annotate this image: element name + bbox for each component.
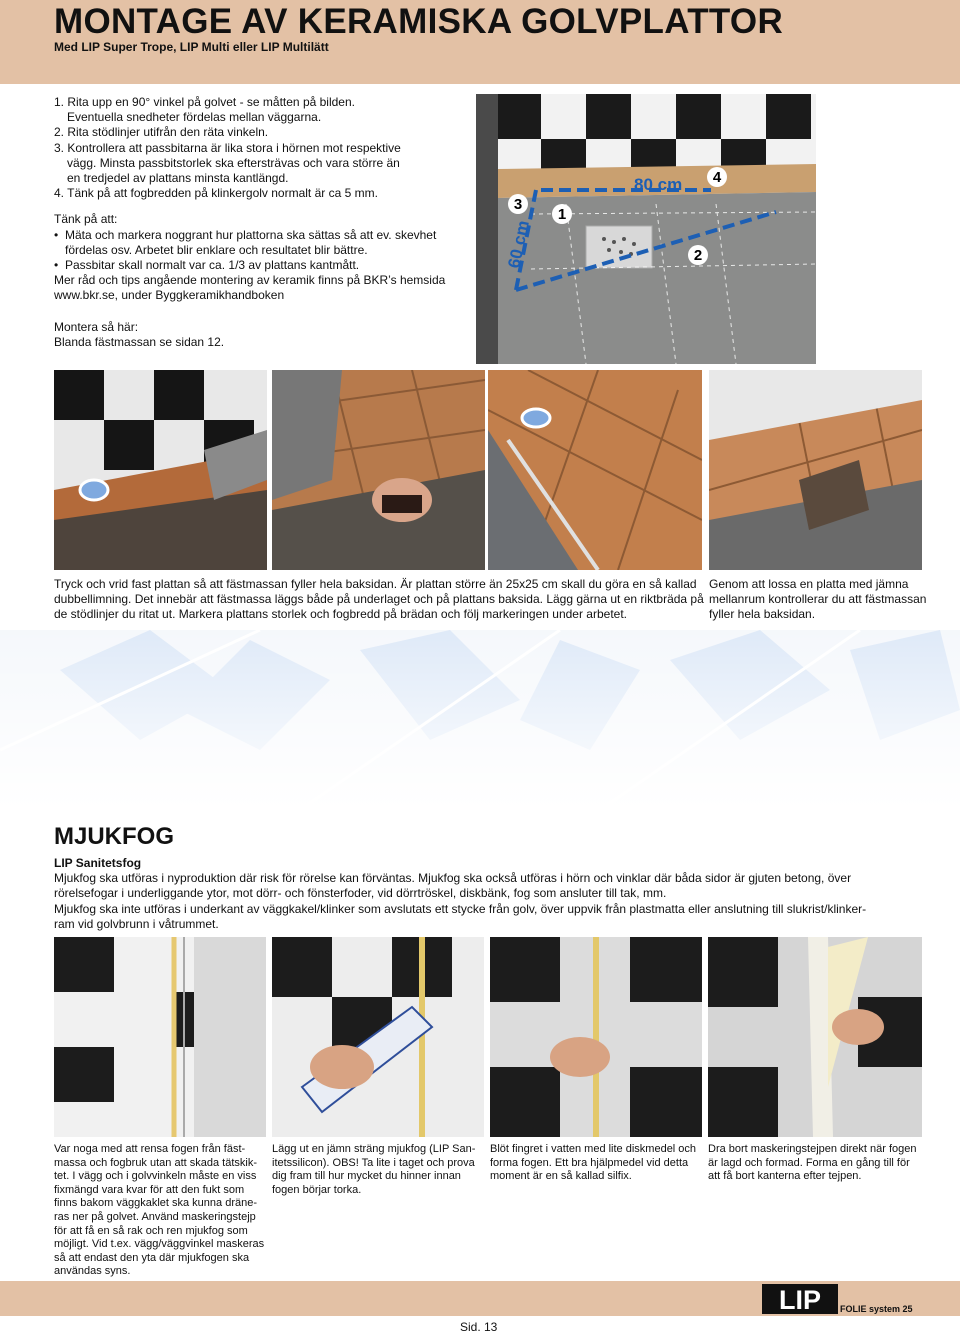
caption-line: ras ner på golvet. Använd maskeringstejp	[54, 1210, 256, 1223]
caption-line: fogen börjar torka.	[272, 1183, 362, 1196]
caption-line: forma fogen. Ett bra hjälpmedel vid detta	[490, 1156, 689, 1169]
caption-line: mellanrum kontrollerar du att fästmassan	[709, 592, 927, 607]
photo-spread-adhesive	[54, 370, 267, 570]
step-line: Eventuella snedheter fördelas mellan väggarna.	[67, 110, 322, 125]
caption-shape-joint	[490, 1143, 704, 1184]
lip-logo	[762, 1284, 838, 1314]
lip-logo-svg	[762, 1284, 838, 1314]
mount-heading: Montera så här:	[54, 319, 139, 334]
marker-1: 1	[557, 206, 567, 223]
caption-line: fyller hela baksidan.	[709, 607, 816, 622]
step-line: en tredjedel av plattans minsta kantlängd.	[67, 171, 289, 186]
caption-line: moment är en så kallad silfix.	[490, 1170, 632, 1183]
step-line: vägg. Minsta passbitstorlek ska eftersträvas och vara större än	[67, 155, 400, 170]
caption-line: dubbellimning. Det innebär att fästmassa läggs både på underlaget och på plattans baksida. Lägg gärna ut en riktbräda på	[54, 592, 704, 607]
more-info: Mer råd och tips angående montering av keramik finns på BKR’s hemsida	[54, 273, 446, 288]
step-line: 2. Rita stödlinjer utifrån den räta vinkeln.	[54, 125, 269, 140]
photo-clean-joint	[54, 937, 266, 1137]
caption-remove-tape	[708, 1143, 928, 1184]
photo-svg	[272, 937, 484, 1137]
photo-press-tile	[272, 370, 485, 570]
caption-line: att få bort kanterna efter tejpen.	[708, 1170, 862, 1183]
caption-line: de stödlinjer du ritat ut. Markera plattans storlek och fogbredd på brädan och följ markeringen under arbetet.	[54, 607, 627, 622]
caption-line: användas syns.	[54, 1265, 131, 1278]
photo-svg	[272, 370, 485, 570]
photo-svg	[708, 937, 922, 1137]
photo-svg	[54, 370, 267, 570]
caption-line: möjligt. Vid t.ex. vägg/väggvinkel maskeras	[54, 1238, 265, 1251]
marker-2: 2	[693, 247, 703, 264]
step-line: 3. Kontrollera att passbitarna är lika stora i hörnen mot respektive	[54, 140, 401, 155]
caption-line: så att endast den yta där mjukfogen ska	[54, 1251, 250, 1264]
caption-line: Lägg ut en jämn sträng mjukfog (LIP San-	[272, 1143, 476, 1155]
page-number: Sid. 13	[460, 1320, 498, 1334]
caption-line: Tryck och vrid fast plattan så att fästmassan fyller hela baksidan. Är plattan större än 25x25 cm skall du göra en så kallad	[54, 577, 697, 591]
mjukfog-body	[54, 856, 934, 932]
lip-logo-text: LIP	[778, 1285, 822, 1314]
label-60cm: 60 cm	[504, 218, 533, 270]
section-title-mjukfog: MJUKFOG	[54, 823, 174, 850]
caption-line: är lagd och formad. Forma en gång till för	[708, 1156, 910, 1169]
caption-line: Blöt fingret i vatten med lite diskmedel och	[490, 1143, 697, 1155]
mount-note: Blanda fästmassan se sidan 12.	[54, 334, 225, 349]
more-info-link: www.bkr.se, under Byggkeramikhandboken	[54, 288, 285, 303]
page-subtitle: Med LIP Super Trope, LIP Multi eller LIP Multilätt	[54, 40, 329, 54]
caption-check-tile	[709, 577, 949, 623]
mjukfog-line: Mjukfog ska inte utföras i underkant av väggkakel/klinker som avslutats ett stycke från golv, över uppvik från plastmatta eller anslutning till slukrist/klinker-	[54, 901, 867, 916]
caption-line: för att få en så rak och ren mjukfog som	[54, 1224, 248, 1237]
think-bullet: • Passbitar skall normalt var ca. 1/3 av plattans kantmått.	[54, 258, 474, 273]
caption-line: tet. I vägg och i golvvinkeln måste en viss	[54, 1170, 257, 1183]
mjukfog-line: Mjukfog ska utföras i nyproduktion där risk för rörelse kan förväntas. Mjukfog ska också utföras i hörn och vinklar där båda sidor är gjuten betong, över	[54, 871, 852, 886]
think-bullet-cont: fördelas osv. Arbetet blir enklare och resultatet blir bättre.	[65, 242, 368, 257]
caption-clean-joint	[54, 1143, 266, 1279]
decorative-tile-banner	[0, 630, 960, 810]
mjukfog-line: ram vid golvbrunn i våtrummet.	[54, 916, 219, 931]
folie-label: FOLIE system 25	[840, 1304, 913, 1314]
photo-apply-silicone	[272, 937, 484, 1137]
photo-remove-tape	[708, 937, 922, 1137]
caption-line: itetssilicon). OBS! Ta lite i taget och prova	[272, 1156, 475, 1169]
photo-check-tile	[709, 370, 922, 570]
instruction-steps	[54, 95, 474, 350]
caption-apply-silicone	[272, 1143, 484, 1197]
page-title: MONTAGE AV KERAMISKA GOLVPLATTOR	[54, 2, 784, 41]
caption-line: finns bakom väggkaklet ska kunna dräne-	[54, 1197, 258, 1210]
photo-svg	[709, 370, 922, 570]
think-heading: Tänk på att:	[54, 212, 118, 227]
step-line: 4. Tänk på att fogbredden på klinkergolv normalt är ca 5 mm.	[54, 186, 378, 201]
caption-line: fixmängd vara kvar för att den fukt som	[54, 1183, 245, 1196]
diagram-svg	[476, 94, 816, 364]
caption-press-tile	[54, 577, 704, 623]
step-line: 1. Rita upp en 90° vinkel på golvet - se måtten på bilden.	[54, 95, 355, 109]
label-80cm: 80 cm	[634, 175, 683, 194]
caption-line: Var noga med att rensa fogen från fäst-	[54, 1143, 246, 1155]
mjukfog-line: rörelsefogar i underliggande ytor, mot dörr- och fönsterfoder, vid dörrtröskel, diskbänk, fog som ansluter till tak, mm.	[54, 886, 667, 901]
banner-svg	[0, 630, 960, 810]
caption-line: dig fram till hur mycket du hinner innan	[272, 1170, 461, 1183]
mjukfog-subtitle: LIP Sanitetsfog	[54, 856, 142, 870]
think-bullet: • Mäta och markera noggrant hur plattorna ska sättas så att ev. skevhet	[54, 228, 474, 243]
caption-line: Genom att lossa en platta med jämna	[709, 577, 909, 591]
caption-line: Dra bort maskeringstejpen direkt när fogen	[708, 1143, 917, 1155]
photo-svg	[488, 370, 702, 570]
marker-4: 4	[712, 169, 722, 186]
photo-shape-joint	[490, 937, 702, 1137]
marker-3: 3	[513, 196, 523, 213]
layout-diagram-photo	[476, 94, 816, 364]
photo-svg	[490, 937, 702, 1137]
caption-line: massa och fogbruk utan att skada tätskik-	[54, 1156, 257, 1169]
photo-svg	[54, 937, 266, 1137]
photo-tile-edge	[488, 370, 702, 570]
